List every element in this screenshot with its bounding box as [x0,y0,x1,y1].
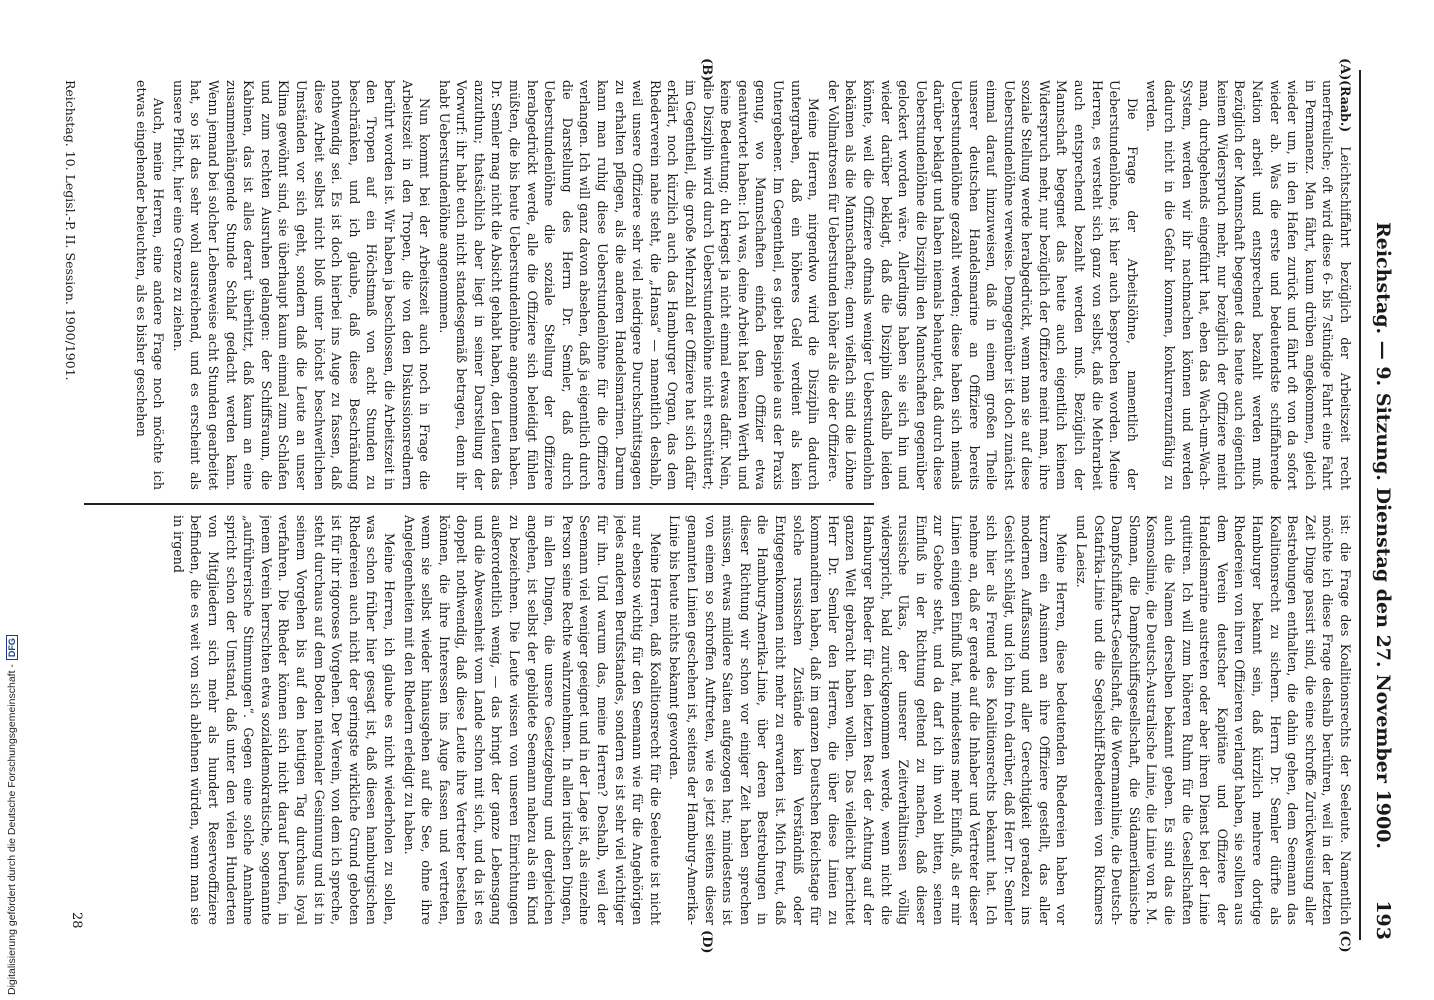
digitization-text: Digitalisierung gefördert durch die Deutsche Forschungsgemeinschaft - [6,664,18,995]
dfg-logo: DFG [6,635,18,660]
footer-session-info: Reichstag. 10. Legisl.-P. II. Session. 1900/1901. [63,80,78,381]
paragraph: Meine Herren, diese bedeutenden Rhedereien haben vor kurzem ein Ansinnen an ihre Offiziere gestellt, das aller modernen Auffassung und aller Gerechtigkeit geradezu ins Gesicht schlägt, und ich bin froh darüber, daß Herr Dr. Semler sich hier als Freund des Koalitionsrechts bekannt hat. Ich nehme an, daß er gerade auf die Inhaber und Vertreter dieser Linien einigen Einfluß hat, mindestens mehr Einfluß, als er mir zur Gebote steht, und da darf ich ihn wohl bitten, seinen Einfluß in der Richtung geltend zu machen, daß dieser russische Ukas, der unserer Zeitverhältnissen völlig widerspricht, bald zurückgenommen werde, wenn nicht die Hamburger Rheder für den letzten Rest der Achtung auf der ganzen Welt gebracht haben wollen. Das vielleicht berichtet Herr Dr. Semler den Herren, die über diese Linien zu kommandiren haben, daß im ganzen Deutschen Reichstage für solche russischen Zustände kein Verständniß oder Entgegenkommen nicht mehr zu erwarten ist. Mich freut, daß die Hamburg-Amerika-Linie, über deren Bestrebungen in dieser Richtung wir schon vor einiger Zeit haben sprechen müssen, etwas mildere Saiten aufgezogen hat; mindestens ist von einem so schroffen Auftreten, wie es jetzt seitens dieser genannten Linien geschehen ist, seitens der Hamburg-Amerika-Linie bis heute nichts bekannt geworden. [667,515,1070,925]
paragraph: ist: die Frage des Koalitionsrechts der Seeleute. Namentlich möchte ich diese Frage deshalb berühren, weil in der letzten Zeit Dinge passirt sind, die eine schroffe Zurückweisung aller Bestrebungen enthalten, die dahin gehen, dem Seemann das Koalitionsrecht zu sichern. Herrn Dr. Semler dürfte als Hamburger bekannt sein, daß kürzlich mehrere dortige Rhedereien von ihren Offizieren verlangt haben, sie sollten aus dem Verein deutscher Kapitäne und Offiziere der Handelsmarine austreten oder aber ihren Dienst bei der Linie quittiren. Ich will zum höheren Ruhm für die Gesellschaften auch die Namen derselben bekannt geben. Es sind das die Kosmoslinie, die Deutsch-Australische Linie, die Linie von R. M. Sloman, die Dampfschiffsgesellschaft, die Südamerikanische Dampfschiffahrts-Gesellschaft, die Woermannlinie, die Deutsch-Ostafrika-Linie und die Segelschiff-Rhedereien von Rickmers und Laeisz. [1074,515,1353,925]
right-column [84,515,1354,925]
paragraph-text: Leichtschiffahrt bezüglich der Arbeitszeit recht unerfreuliche; oft wird diese 6- bis 7stündige Fahrt eine Fahrt in Permanenz. Man fährt, kaum drüben angekommen, gleich wieder um, in den Hafen zurück und fährt oft von da sofort wieder ab. Was die erste und bedeutendste schiffahrende Nation arbeit und entsprechend bezahlt werden muß. Bezüglich der Mannschaft begegnet das heute auch eigentlich keinem Widerspruch mehr, nur bezüglich der Offiziere meint man, durchgehends eingeführt hat, eben das Wach-um-Wach-System, werden wir ihr nachmachen können und werden dadurch nicht in die Gefahr kommen, konkurrenzunfähig zu werden. [1144,80,1353,490]
page-header [1364,62,1394,940]
paragraph: Auch, meine Herren, eine andere Frage noch möchte ich etwas eingehender beleuchten, als es bisher geschehen [133,80,167,490]
paragraph [1143,80,1354,490]
header-title: Reichstag. — 9. Sitzung. Dienstag den 27. November 1900. [1372,222,1394,850]
left-column [84,80,1354,490]
margin-mark-d: (D) [699,930,714,954]
margin-mark-b: (B) [699,58,714,82]
column-divider [84,503,874,505]
margin-mark-c: (C) [1337,930,1352,953]
paragraph: Meine Herren, nirgendwo wird die Disziplin dadurch untergraben, daß ein höheres Geld verdient als kein Untergebener. Im Gegentheil, es giebt Beispiele aus der Praxis genug, wo Mannschaften einfach dem Offizier etwa geantwortet haben: Ich was, deine Arbeit hat keinen Werth und keine Bedeutung; du kriegst ja nicht einmal etwas dafür. Nein, die Disziplin wird durch Ueberstundenlöhne nicht erschüttert; im Gegentheil, die große Mehrzahl der Offiziere hat sich dafür erklärt, noch kürzlich auch das Hamburger Organ, das dem Rhederverein nahe steht, die „Hansa“ — namentlich deshalb, weil unsere Offiziere sehr viel niedrigere Durchschnittsgagen zu erhalten pflegen, als die anderen Handelsmarinen. Darum kann man ruhig diese Ueberstundenlöhne für die Offiziere verlangen. Ich will ganz davon absehen, daß ja eigentlich durch die Darstellung des Herrn Dr. Semler, daß durch Ueberstundenlöhne die soziale Stellung der Offiziere herabgedrückt werde, alle die Offiziere sich beleidigt fühlen müßten, die bis heute Ueberstundenlöhne angenommen haben. Dr. Semler mag nicht die Absicht gehabt haben, den Leuten das anzuthun; thatsächlich aber liegt in seiner Darstellung der Vorwurf: ihr habt euch nicht standesgemäß betragen, denn ihr habt Ueberstundenlöhne angenommen. [436,80,822,490]
margin-mark-a: (A) [1337,58,1352,81]
paragraph: Nun kommt bei der Arbeitszeit auch noch in Frage die Arbeitszeit in den Tropen, die von den Diskussionsrednern berührt worden ist. Wir haben ja beschlossen, die Arbeitszeit in den Tropen auf ein Höchstmaß von acht Stunden zu beschränken, und ich glaube, daß diese Beschränkung nothwendig sei. Es ist doch hierbei ins Auge zu fassen, daß diese Arbeit selbst nicht bloß unter höchst beschwerlichen Umständen vor sich geht, sondern daß die Leute an unser Klima gewöhnt sind, sie überhaupt kaum einmal zum Schlafen und zum rechten Ausruhen gelangen: der Schiffsraum, die Kabinen, das ist alles derart überhitzt, daß kaum an eine zusammenhängende Stunde Schlaf gedacht werden kann. Wenn jemand bei solcher Lebensweise acht Stunden gearbeitet hat, so ist das sehr wohl ausreichend, und es erscheint als unsere Pflicht, hier eine Grenze zu ziehen. [170,80,433,490]
paragraph: Meine Herren, daß Koalitionsrecht für die Seeleute ist nicht nur ebenso wichtig für den Seemann wie für die Angehörigen jedes anderen Berufsstandes, sondern es ist sehr viel wichtiger für ihn. Und warum das, meine Herren? Deshalb, weil der Seemann viel weniger geeignet und in der Lage ist, als einzelne Person seine Rechte wahrzunehmen. In allen irdischen Dingen, in allen Dingen, die unsere Gesetzgebung und dergleichen angehen, ist selbst der gebildete Seemann nahezu als ein Kind zu bezeichnen. Die Leute wissen von unseren Einrichtungen außerordentlich wenig, — das bringt der ganze Lebensgang und die Abwesenheit vom Lande schon mit sich, und da ist es doppelt nothwendig, daß diese Leute ihre Vertreter bestellen können, die ihre Interessen ins Auge fassen und vertreten, wenn sie selbst wieder hinausgehen auf die See, ohne ihre Angelegenheiten mit den Rhedern erledigt zu haben. [401,515,663,925]
header-rule [1359,70,1361,940]
page-number: 193 [1372,900,1394,940]
paragraph: Die Frage der Arbeitslöhne, namentlich der Ueberstundenlöhne, ist hier auch besprochen worden. Meine Herren, es versteht sich ganz von selbst, daß die Mehrarbeit auch entsprechend bezahlt werden muß. Bezüglich der Mannschaft begegnet das heute auch eigentlich keinem Widerspruch mehr, nur bezüglich der Offiziere meint man, ihre soziale Stellung werde herabgedrückt, wenn man sie auf diese Ueberstundenlöhne verweise. Demgegenüber ist doch zunächst einmal darauf hinzuweisen, daß in einem großen Theile unserer deutschen Handelsmarine an Offiziere bereits Ueberstundenlöhne gezahlt werden; diese haben sich niemals darüber beklagt und haben niemals behauptet, daß durch diese Ueberstundenlöhne die Disziplin den Mannschaften gegenüber gelockert worden wäre. Allerdings haben sie sich hin und wieder darüber beklagt, daß die Disziplin deshalb leiden könnte, weil die Offiziere oftmals weniger Ueberstundenlohn bekämen als die Mannschaften; denn vielfach sind die Löhne der Vollmatrosen für Ueberstunden höher als die der Offiziere. [825,80,1140,490]
footer-page-number: 28 [69,912,84,929]
paragraph: Meine Herren, ich glaube es nicht wiederholen zu sollen, was schon früher hier gesagt ist, daß diesen hamburgischen Rhedereien auch nicht der geringste wirkliche Grund geboten ist für ihr rigoroses Vorgehen. Der Verein, von dem ich spreche, steht durchaus auf dem Boden nationaler Gesinnung und ist in seinem Vorgehen bis auf den heutigen Tag durchaus loyal verfahren. Die Rheder können sich nicht darauf berufen, in jenem Verein herrschten etwa sozialdemokratische, sogenannte „aufrührerische Stimmungen“. Gegen eine solche Annahme spricht schon der Umstand, daß unter den vielen Hunderten von Mitgliedern sich mehr als hundert Reserveoffiziere befinden, die es weit von sich ablehnen würden, wenn man sie in irgend [170,515,397,925]
digitization-note [6,635,18,995]
speaker-name: (Raab.) [1338,80,1353,133]
